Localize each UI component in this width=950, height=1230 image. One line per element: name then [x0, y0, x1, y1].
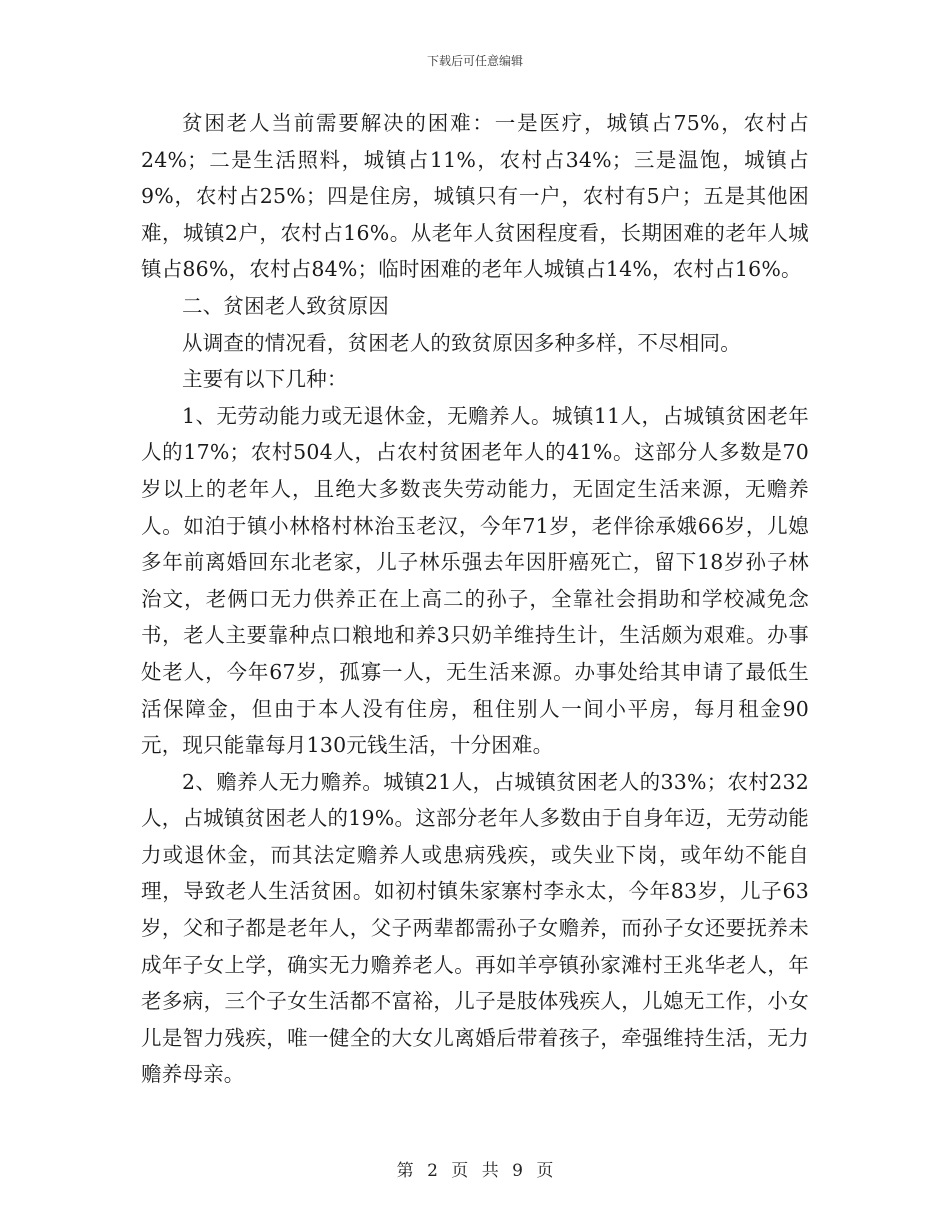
paragraph-main-types: 主要有以下几种：: [182, 367, 348, 392]
footer-total-word: 共: [481, 1161, 499, 1181]
paragraph-difficulties: 贫困老人当前需要解决的困难：一是医疗，城镇占75%，农村占24%；二是生活照料，城镇占11%，农村占34%；三是温饱，城镇占9%，农村占25%；四是住房，城镇只有一户，农村有5户；五是其他困难，城镇2户，农村占16%。从老年人贫困程度看，长期困难的老年人城镇占86%，农村占84%；临时困难的老年人城镇占14%，农村占16%。: [141, 111, 809, 282]
page-footer: [0, 1156, 950, 1181]
footer-prefix: 第: [396, 1161, 414, 1181]
footer-page-word: 页: [451, 1161, 469, 1181]
document-body: [141, 105, 809, 1093]
paragraph-cause-2: 2、赡养人无力赡养。城镇21人，占城镇贫困老人的33%；农村232人，占城镇贫困老人的19%。这部分老年人多数由于自身年迈，无劳动能力或退休金，而其法定赡养人或患病残疾，或失业下岗，或年幼不能自理，导致老人生活贫困。如初村镇朱家寨村李永太，今年83岁，儿子63岁，父和子都是老年人，父子两辈都需孙子女赡养，而孙子女还要抚养未成年子女上学，确实无力赡养老人。再如羊亭镇孙家滩村王兆华老人，年老多病，三个子女生活都不富裕，儿子是肢体残疾人，儿媳无工作，小女儿是智力残疾，唯一健全的大女儿离婚后带着孩子，牵强维持生活，无力赡养母亲。: [141, 769, 809, 1087]
paragraph-cause-1: 1、无劳动能力或无退休金，无赡养人。城镇11人，占城镇贫困老年人的17%；农村504人，占农村贫困老年人的41%。这部分人多数是70岁以上的老年人，且绝大多数丧失劳动能力，无固定生活来源，无赡养人。如泊于镇小林格村林治玉老汉，今年71岁，老伴徐承娥66岁，儿媳多年前离婚回东北老家，儿子林乐强去年因肝癌死亡，留下18岁孙子林治文，老俩口无力供养正在上高二的孙子，全靠社会捐助和学校减免念书，老人主要靠种点口粮地和养3只奶羊维持生计，生活颇为艰难。办事处老人，今年67岁，孤寡一人，无生活来源。办事处给其申请了最低生活保障金，但由于本人没有住房，租住别人一间小平房，每月租金90元，现只能靠每月130元钱生活，十分困难。: [141, 403, 809, 758]
section-heading-causes: 二、贫困老人致贫原因: [182, 293, 389, 318]
paragraph-survey-intro: 从调查的情况看，贫困老人的致贫原因多种多样，不尽相同。: [182, 330, 741, 355]
page-header-note: 下载后可任意编辑: [426, 54, 523, 68]
footer-total-pages: 9: [512, 1161, 523, 1181]
footer-current-page: 2: [427, 1161, 438, 1181]
footer-suffix: 页: [536, 1161, 554, 1181]
